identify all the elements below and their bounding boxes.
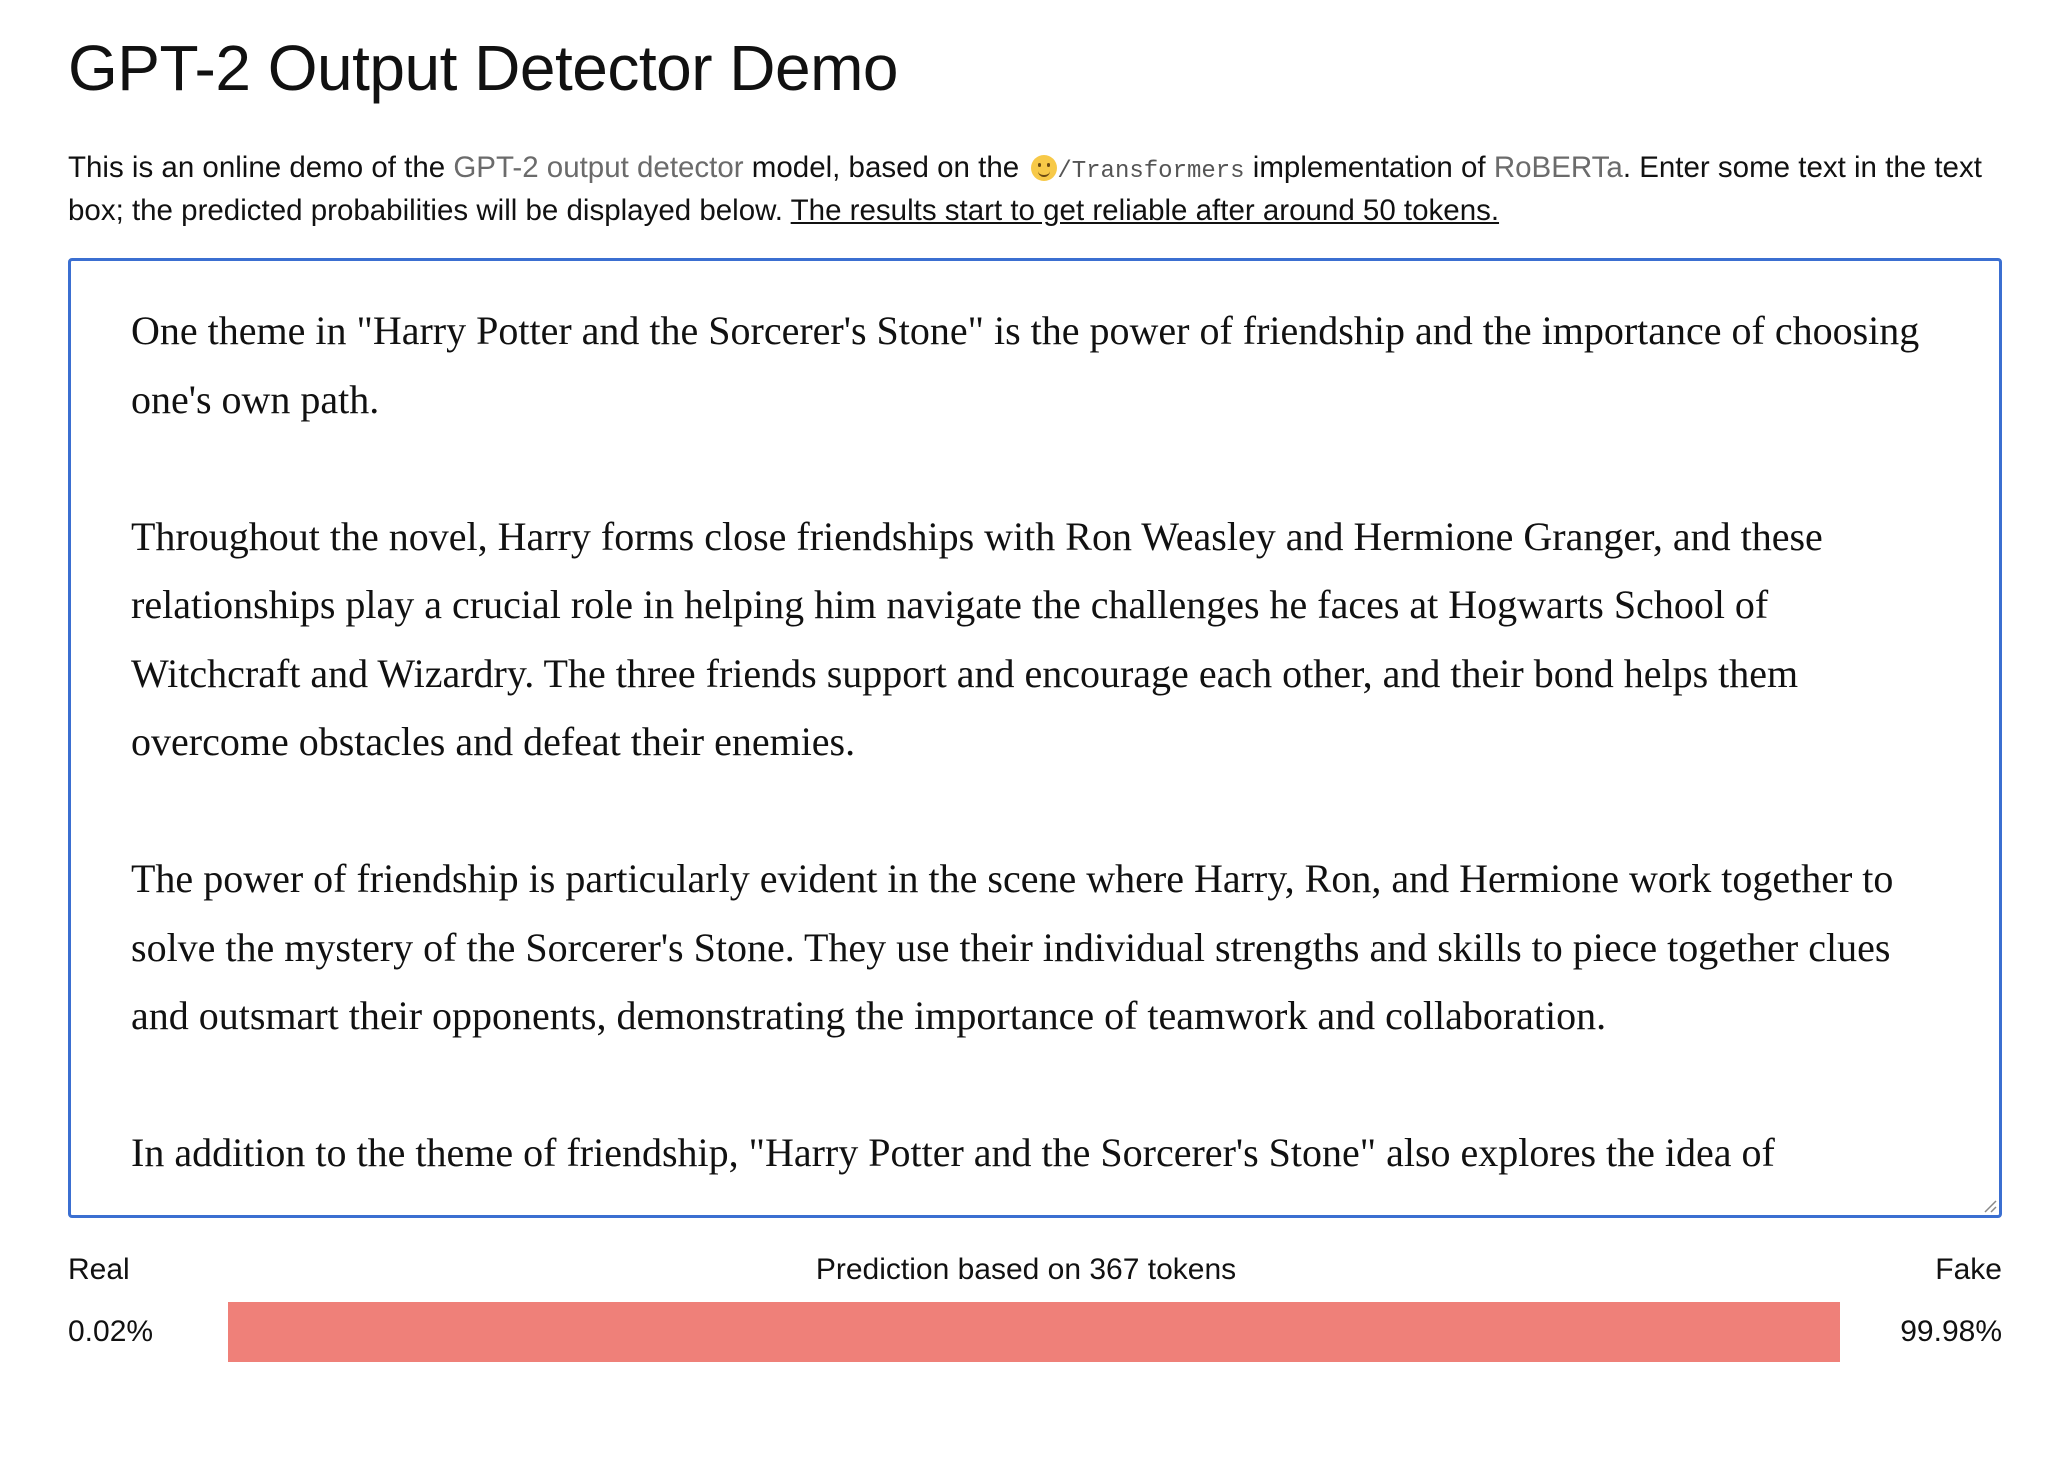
hugging-face-icon [1031,155,1057,181]
reliability-note: The results start to get reliable after around 50 tokens. [790,194,1500,227]
intro-part3: implementation of [1252,151,1494,184]
real-percent: 0.02% [68,1315,154,1348]
fake-percent: 99.98% [1900,1315,2002,1348]
text-paragraph: Throughout the novel, Harry forms close friendships with Ron Weasley and Hermione Granger, and these relationships play a crucial role in helping him navigate the challenges he faces at Hogwarts School of Witchcraft and Wizardry. The three friends support and encourage each other, and their bond helps them overcome obstacles and defeat their enemies. [131,513,1823,764]
resize-handle-icon[interactable] [1981,1197,1997,1213]
intro-part2: model, based on the [743,151,1028,184]
input-textarea[interactable] [68,258,2002,1218]
gpt2-detector-link[interactable]: GPT-2 output detector [453,151,744,184]
transformers-label: /Transformers [1057,158,1245,185]
prediction-text: Prediction based on 367 tokens [815,1253,1237,1286]
real-label: Real [68,1253,130,1286]
text-paragraph: One theme in "Harry Potter and the Sorcerer's Stone" is the power of friendship and the importance of choosing one's own path. [131,308,1920,422]
fake-probability-fill [228,1302,1840,1362]
intro-text [68,148,2008,230]
roberta-link[interactable]: RoBERTa [1493,151,1623,184]
page-title: GPT-2 Output Detector Demo [68,32,898,104]
textarea-content[interactable] [71,261,1999,1188]
fake-label: Fake [1935,1253,2002,1286]
probability-bar [228,1302,1840,1362]
text-paragraph: In addition to the theme of friendship, "Harry Potter and the Sorcerer's Stone" also explores the idea of [131,1130,1775,1175]
intro-part1: This is an online demo of the [68,151,454,184]
text-paragraph: The power of friendship is particularly evident in the scene where Harry, Ron, and Hermione work together to solve the mystery of the Sorcerer's Stone. They use their individual strengths and skills to piece together clues and outsmart their opponents, demonstrating the importance of teamwork and collaboration. [131,856,1894,1038]
intro-part4: . Enter some text in the text box; the predicted probabilities will be displayed below. [68,151,1982,227]
